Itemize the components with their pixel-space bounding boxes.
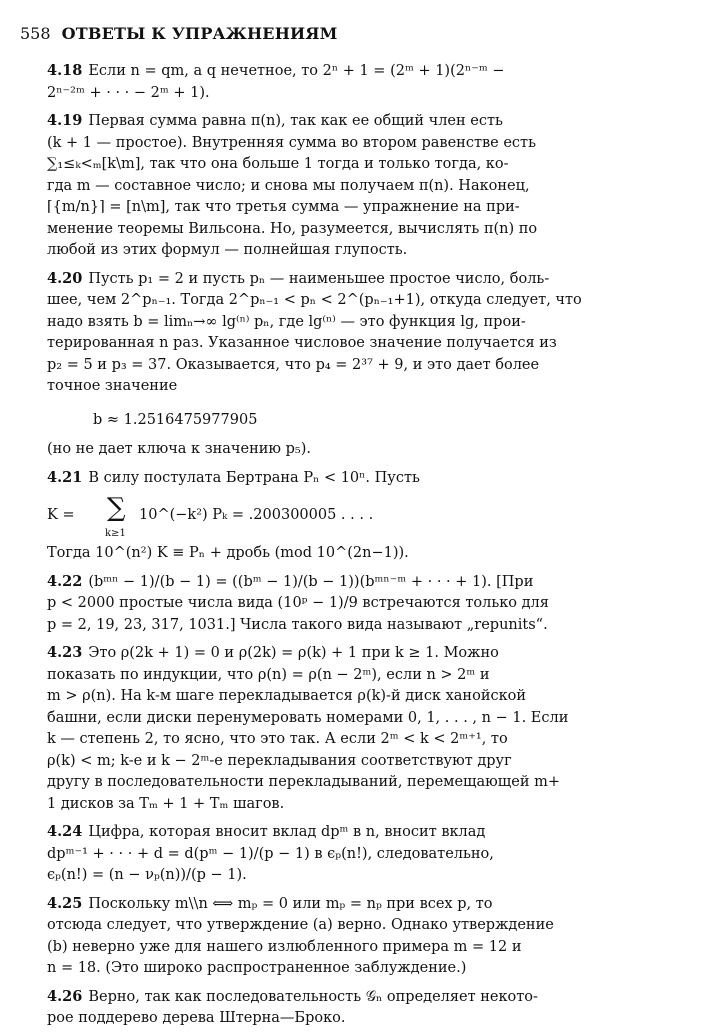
page-header xyxy=(20,24,660,44)
answer-line: 4.26 Верно, так как последовательность 𝒢ₙ определяет некото- xyxy=(47,987,538,1005)
exercise-number: 4.18 xyxy=(47,62,83,79)
answer-line: менение теоремы Вильсона. Но, разумеется, вычислять π(n) по xyxy=(47,220,538,237)
exercise-answer xyxy=(47,986,552,1030)
answer-line: отсюда следует, что утверждение (a) верно. Однако утверждение xyxy=(47,917,554,933)
answer-line: надо взять b = limₙ→∞ lg⁽ⁿ⁾ pₙ, где lg⁽ⁿ⁾ — это функция lg, прои- xyxy=(47,313,526,330)
answer-line: 4.22 (bᵐⁿ − 1)/(b − 1) = ((bᵐ − 1)/(b − 1))(bᵐⁿ⁻ᵐ + · · · + 1). [При xyxy=(47,572,534,590)
answer-line: точное значение xyxy=(47,378,178,394)
answer-line: башни, если диски перенумеровать номерами 0, 1, . . . , n − 1. Если xyxy=(47,709,569,726)
answer-line: 4.21 В силу постулата Бертрана Pₙ < 10ⁿ. Пусть xyxy=(47,468,420,486)
answer-line: 4.23 Это ρ(2k + 1) = 0 и ρ(2k) = ρ(k) + 1 при k ≥ 1. Можно xyxy=(47,644,499,661)
formula-lhs: K = xyxy=(47,507,75,523)
exercise-number: 4.26 xyxy=(47,987,83,1005)
answer-line: рое поддерево дерева Штерна—Броко. xyxy=(47,1010,346,1026)
exercise-number: 4.24 xyxy=(47,823,83,840)
exercise-number: 4.25 xyxy=(47,894,83,912)
answer-line: p₂ = 5 и p₃ = 37. Оказывается, что p₄ = 2³⁷ + 9, и это дает более xyxy=(47,356,540,373)
answer-line: ϵₚ(n!) = (n − νₚ(n))/(p − 1). xyxy=(47,867,247,883)
exercise-answer xyxy=(47,642,569,815)
answer-line: 2ⁿ⁻²ᵐ + · · · − 2ᵐ + 1). xyxy=(47,84,210,101)
sum-symbol: ∑ xyxy=(107,493,126,523)
answer-line: терированная n раз. Указанное числовое значение получается из xyxy=(47,335,557,351)
chapter-title: ОТВЕТЫ К УПРАЖНЕНИЯМ xyxy=(61,24,338,43)
answer-line: ⌈{m/n}⌉ = [n\m], так что третья сумма — упражнение на при- xyxy=(47,199,520,215)
exercise-answer xyxy=(47,467,552,565)
exercise-answer xyxy=(47,110,552,262)
display-formula xyxy=(47,493,552,539)
answer-line: dpᵐ⁻¹ + · · · + d = d(pᵐ − 1)/(p − 1) в ϵₚ(n!), следовательно, xyxy=(47,845,494,862)
answer-line: другу в последовательности перекладываний, перемещающей m+ xyxy=(47,774,561,790)
formula-rhs: 10^(−k²) Pₖ = .200300005 . . . . xyxy=(139,507,374,523)
display-formula: b ≈ 1.2516475977905 xyxy=(93,411,258,428)
answer-line: ∑₁≤ₖ<ₘ[k\m], так что она больше 1 тогда и только тогда, ко- xyxy=(47,156,509,172)
exercise-answer xyxy=(47,571,552,637)
page-number: 558 xyxy=(20,24,51,43)
answer-line: Тогда 10^(n²) K ≡ Pₙ + дробь (mod 10^(2n−1)). xyxy=(47,545,409,561)
exercise-answer xyxy=(47,893,552,980)
answer-line: любой из этих формул — полнейшая глупость. xyxy=(47,242,408,258)
answer-line: (b) неверно уже для нашего излюбленного примера m = 12 и xyxy=(47,938,522,955)
sum-subscript: k≥1 xyxy=(105,528,126,539)
answer-line: 4.20 Пусть p₁ = 2 и пусть pₙ — наименьшее простое число, боль- xyxy=(47,269,550,287)
exercise-answer xyxy=(47,268,582,461)
answer-line: k — степень 2, то ясно, что это так. А если 2ᵐ < k < 2ᵐ⁺¹, то xyxy=(47,731,508,747)
exercise-answer xyxy=(47,60,552,104)
answer-line: m > ρ(n). На k-м шаге перекладывается ρ(k)-й диск ханойской xyxy=(47,688,527,704)
exercise-number: 4.19 xyxy=(47,112,83,129)
answer-line: 4.24 Цифра, которая вносит вклад dpᵐ в n, вносит вклад xyxy=(47,823,486,840)
answer-line: 4.18 Если n = qm, а q нечетное, то 2ⁿ + 1 = (2ᵐ + 1)(2ⁿ⁻ᵐ − xyxy=(47,62,505,79)
answer-line: шее, чем 2^pₙ₋₁. Тогда 2^pₙ₋₁ < pₙ < 2^(pₙ₋₁+1), откуда следует, что xyxy=(47,292,582,308)
answer-line: 4.25 Поскольку m\\n ⟺ mₚ = 0 или mₚ = nₚ при всех p, то xyxy=(47,894,493,912)
answer-line: (k + 1 — простое). Внутренняя сумма во втором равенстве есть xyxy=(47,134,536,151)
answer-line: p = 2, 19, 23, 317, 1031.] Числа такого вида называют „repunits“. xyxy=(47,616,548,633)
exercise-number: 4.21 xyxy=(47,468,83,486)
answer-line: (но не дает ключа к значению p₅). xyxy=(47,441,312,457)
answer-line: n = 18. (Это широко распространенное заблуждение.) xyxy=(47,960,467,976)
exercise-number: 4.20 xyxy=(47,269,83,287)
answers-body xyxy=(47,60,582,1036)
answer-line: 4.19 Первая сумма равна π(n), так как ее общий член есть xyxy=(47,112,503,129)
answer-line: 1 дисков за Tₘ + 1 + Tₘ шагов. xyxy=(47,795,285,812)
exercise-number: 4.22 xyxy=(47,572,83,590)
answer-line: гда m — составное число; и снова мы получаем π(n). Наконец, xyxy=(47,177,530,194)
answer-line: p < 2000 простые числа вида (10ᵖ − 1)/9 встречаются только для xyxy=(47,595,549,611)
answer-line: показать по индукции, что ρ(n) = ρ(n − 2ᵐ), если n > 2ᵐ и xyxy=(47,666,490,683)
exercise-answer xyxy=(47,821,552,887)
answer-line: ρ(k) < m; k-е и k − 2ᵐ-е перекладывания соответствуют друг xyxy=(47,752,512,769)
exercise-number: 4.23 xyxy=(47,644,83,661)
